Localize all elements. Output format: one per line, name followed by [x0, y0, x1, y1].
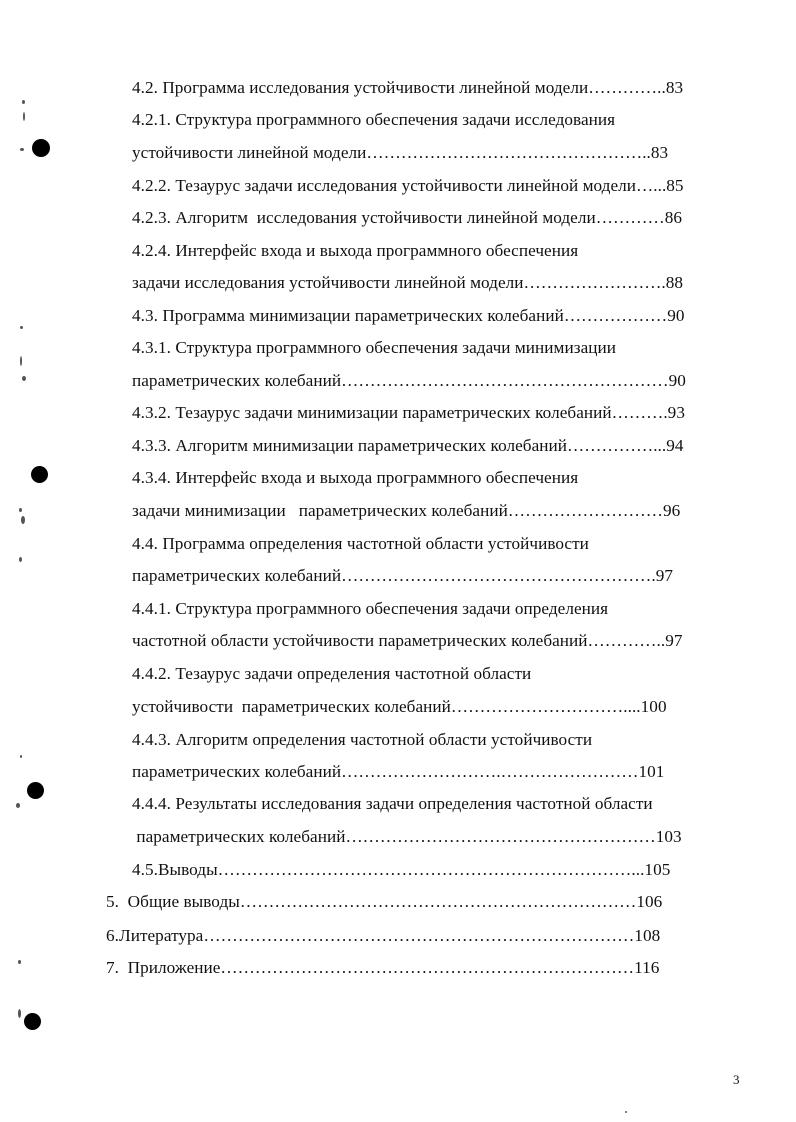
binder-hole: [24, 1013, 41, 1030]
toc-entry: 7. Приложение………………………………………………………………116: [106, 958, 660, 977]
scan-speck: [23, 112, 25, 121]
scan-speck: [20, 326, 23, 329]
toc-entry: параметрических колебаний……………………………………………….97: [132, 566, 674, 585]
toc-entry: 4.4. Программа определения частотной области устойчивости: [132, 534, 589, 553]
toc-entry: 6.Литература…………………………………………………………………108: [106, 926, 661, 945]
toc-entry: параметрических колебаний……………………….……………………101: [132, 762, 665, 781]
toc-entry: задачи исследования устойчивости линейной модели…………………….88: [132, 273, 684, 292]
scan-speck: [22, 376, 26, 381]
toc-entry: устойчивости линейной модели…………………………………………..83: [132, 143, 669, 162]
toc-entry: 4.4.1. Структура программного обеспечения задачи определения: [132, 599, 609, 618]
toc-entry: параметрических колебаний………………………………………………103: [132, 827, 682, 846]
scan-speck: [22, 100, 25, 104]
toc-entry: 4.4.4. Результаты исследования задачи определения частотной области: [132, 794, 653, 813]
binder-hole: [32, 139, 50, 157]
scan-speck: [19, 557, 22, 562]
toc-entry: 4.2.2. Тезаурус задачи исследования устойчивости линейной модели…...85: [132, 176, 684, 195]
toc-entry: 4.3.3. Алгоритм минимизации параметрических колебаний……………...94: [132, 436, 684, 455]
toc-entry: 4.5.Выводы………………………………………………………………...105: [132, 860, 671, 879]
scan-speck: [18, 1009, 21, 1018]
toc-entry: устойчивости параметрических колебаний…………………………....100: [132, 697, 667, 716]
toc-entry: 4.3. Программа минимизации параметрических колебаний………………90: [132, 306, 685, 325]
toc-entry: 4.2.4. Интерфейс входа и выхода программного обеспечения: [132, 241, 579, 260]
binder-hole: [27, 782, 44, 799]
binder-hole: [31, 466, 48, 483]
toc-entry: 4.3.2. Тезаурус задачи минимизации параметрических колебаний……….93: [132, 403, 685, 422]
toc-entry: 5. Общие выводы……………………………………………………………106: [106, 892, 663, 911]
page-number: 3: [733, 1072, 740, 1087]
scan-speck: [18, 960, 21, 964]
toc-entry: 4.4.2. Тезаурус задачи определения частотной области: [132, 664, 532, 683]
scan-speck: [625, 1111, 627, 1113]
toc-entry: частотной области устойчивости параметрических колебаний…………..97: [132, 631, 683, 650]
toc-entry: 4.3.1. Структура программного обеспечения задачи минимизации: [132, 338, 616, 357]
toc-entry: 4.2.1. Структура программного обеспечения задачи исследования: [132, 110, 616, 129]
toc-entry: 4.3.4. Интерфейс входа и выхода программного обеспечения: [132, 468, 579, 487]
toc-entry: 4.2. Программа исследования устойчивости линейной модели…………..83: [132, 78, 684, 97]
toc-entry: задачи минимизации параметрических колебаний………………………96: [132, 501, 681, 520]
scan-speck: [21, 516, 25, 524]
toc-entry: 4.2.3. Алгоритм исследования устойчивости линейной модели…………86: [132, 208, 682, 227]
toc-entry: 4.4.3. Алгоритм определения частотной области устойчивости: [132, 730, 593, 749]
scan-speck: [20, 148, 24, 151]
scan-speck: [20, 755, 22, 758]
scan-speck: [19, 508, 22, 512]
toc-entry: параметрических колебаний…………………………………………………90: [132, 371, 686, 390]
scan-speck: [16, 803, 20, 808]
scan-speck: [20, 356, 22, 366]
